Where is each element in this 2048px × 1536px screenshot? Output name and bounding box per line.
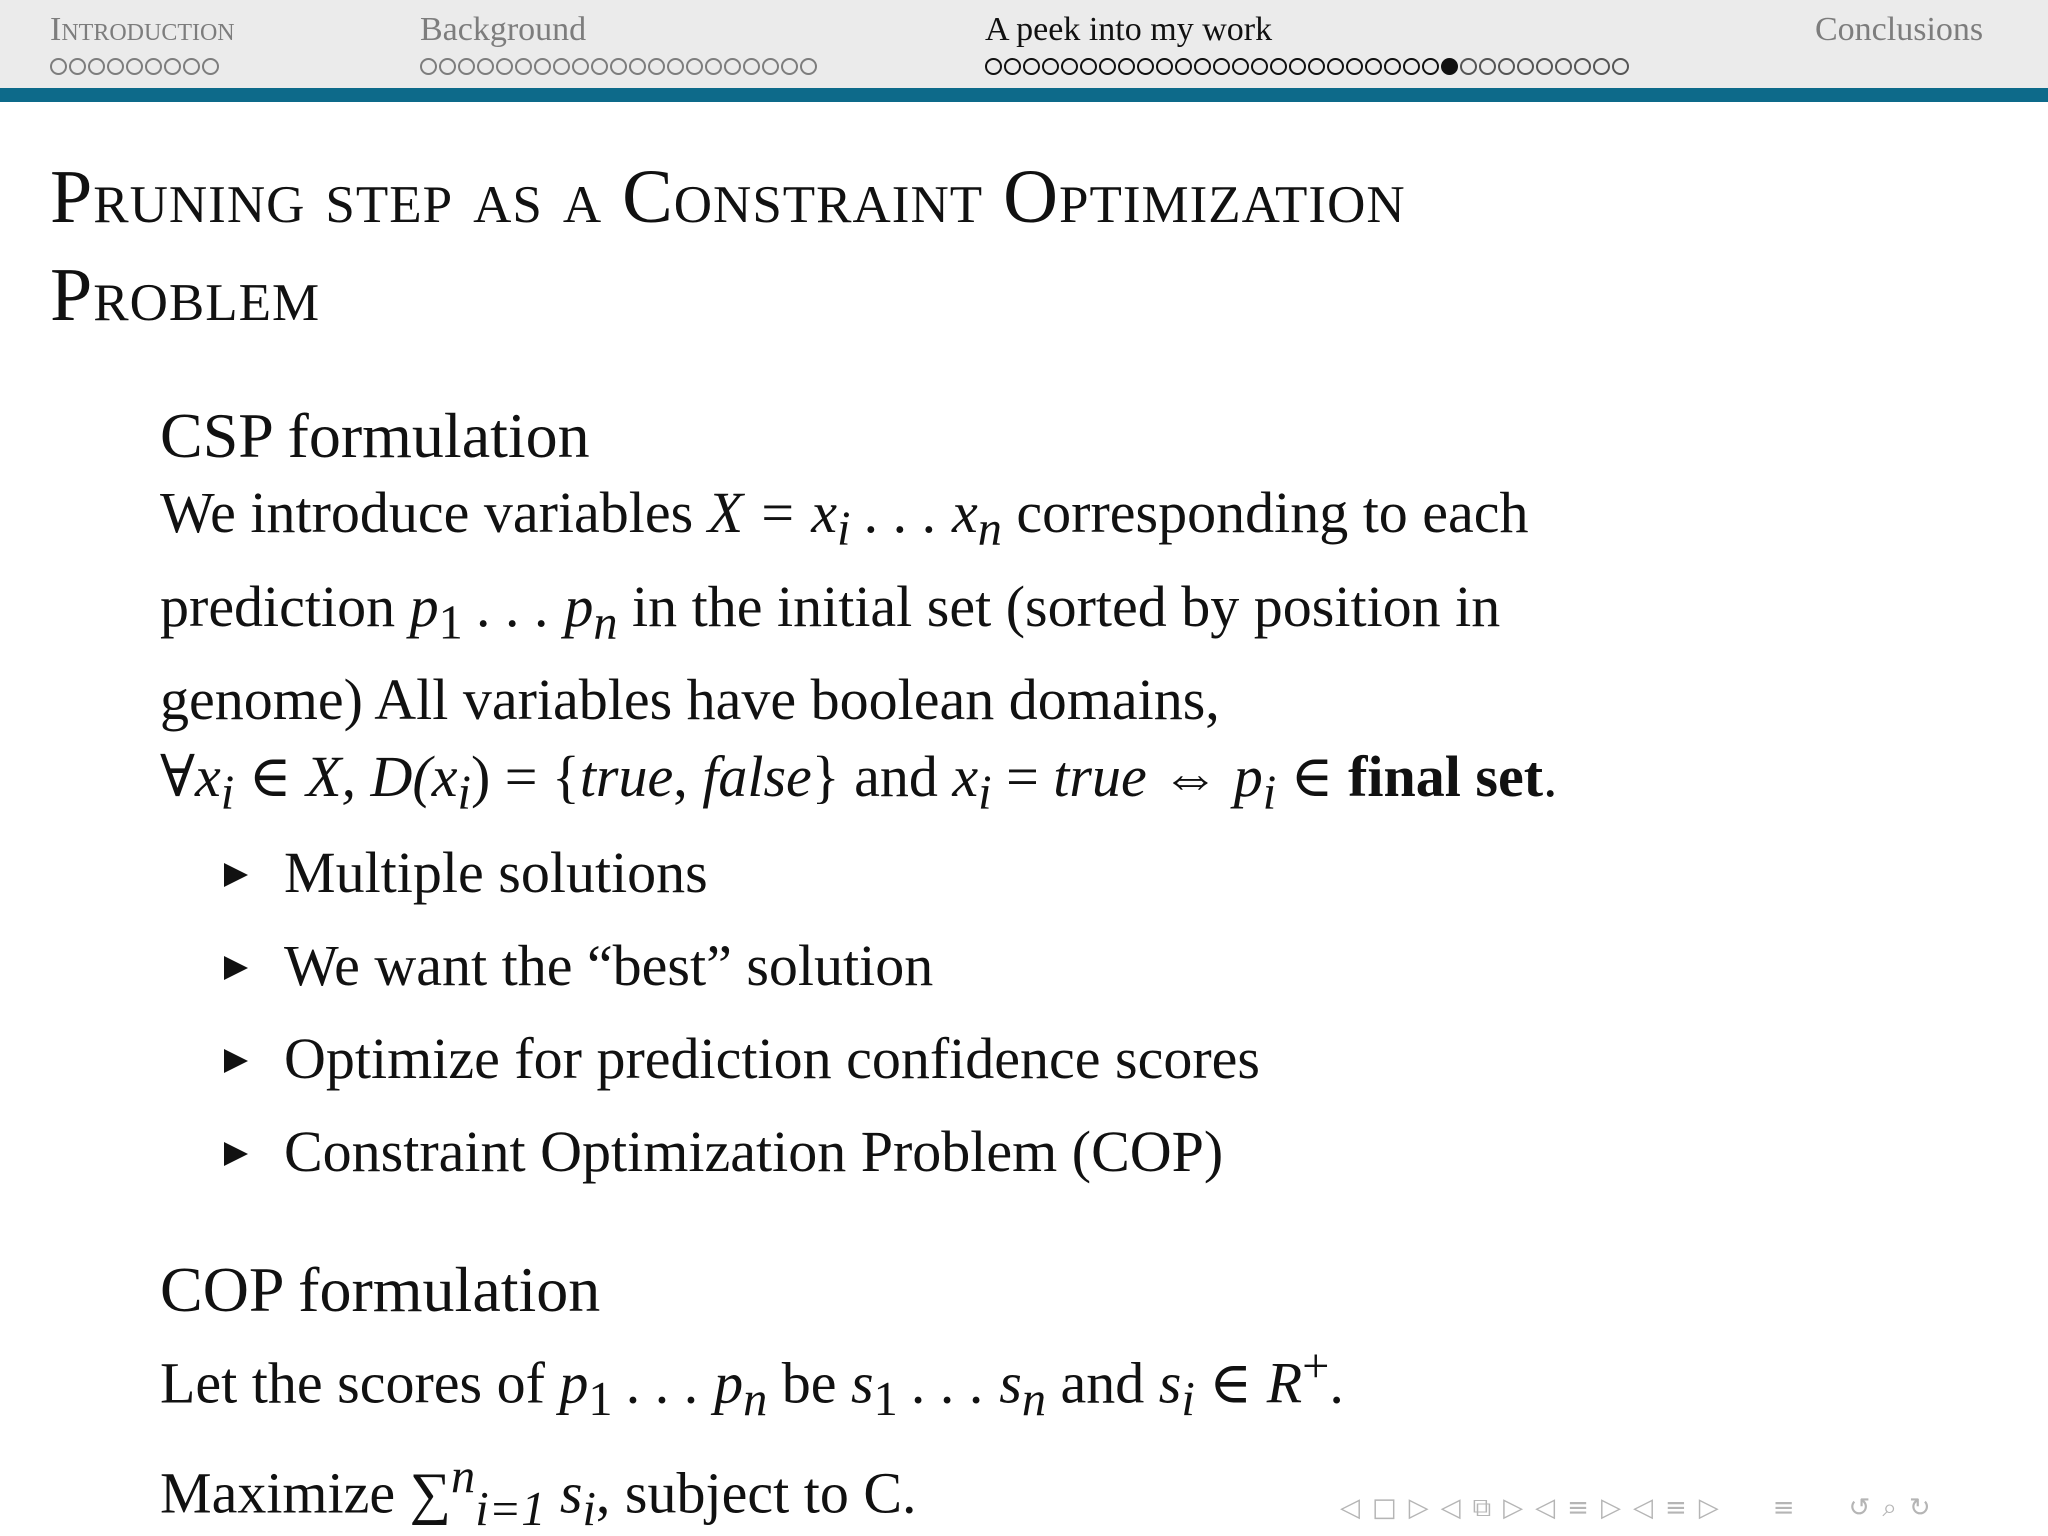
math: x: [952, 744, 979, 810]
nav-next-frame-icon[interactable]: ▷: [1408, 1493, 1429, 1523]
nav-dot[interactable]: [1403, 58, 1420, 75]
math: s: [545, 1460, 583, 1526]
math: false: [702, 744, 812, 810]
csp-line-4: [160, 738, 1980, 832]
math-sub: 1: [438, 596, 463, 650]
nav-dot[interactable]: [648, 58, 665, 75]
nav-dot[interactable]: [743, 58, 760, 75]
list-item: [220, 919, 1920, 1012]
nav-dot[interactable]: [985, 58, 1002, 75]
text: , subject to C.: [595, 1460, 917, 1526]
back-icon[interactable]: ↺: [1848, 1493, 1871, 1523]
math-sub: n: [593, 596, 618, 650]
bullet-list: [220, 826, 1920, 1198]
nav-dot[interactable]: [164, 58, 181, 75]
math-sub: 1: [588, 1372, 613, 1426]
list-item: [220, 1012, 1920, 1105]
math: ) = {: [470, 744, 580, 810]
nav-prev-subsection-icon[interactable]: ◁: [1440, 1493, 1461, 1523]
math-sub: i: [582, 1482, 596, 1536]
nav-dot[interactable]: [610, 58, 627, 75]
nav-section-title[interactable]: A peek into my work: [985, 11, 1273, 48]
math: X = x: [707, 480, 838, 545]
math: ∈ X, D(x: [234, 744, 458, 810]
nav-section-conclusions[interactable]: [1815, 8, 1983, 52]
math-sub: n: [1021, 1372, 1046, 1426]
math: ⇔ p: [1146, 744, 1263, 810]
nav-dot[interactable]: [1232, 58, 1249, 75]
nav-dot[interactable]: [1289, 58, 1306, 75]
text: and: [1046, 1350, 1159, 1416]
subsection-icon[interactable]: ⧉: [1472, 1492, 1492, 1523]
math: ∈: [1276, 744, 1349, 810]
nav-dot[interactable]: [183, 58, 200, 75]
nav-dot[interactable]: [534, 58, 551, 75]
nav-dot[interactable]: [1327, 58, 1344, 75]
math: s: [1158, 1350, 1182, 1416]
nav-section-introduction[interactable]: [50, 8, 235, 78]
math-sub: i: [1181, 1372, 1195, 1426]
cop-line-1: [160, 1328, 1980, 1438]
nav-next-section-icon[interactable]: ▷: [1600, 1493, 1621, 1523]
nav-prev-document-icon[interactable]: ◁: [1632, 1493, 1653, 1523]
nav-dot[interactable]: [1137, 58, 1154, 75]
text: corresponding to each: [1001, 480, 1529, 545]
math: . . . p: [462, 573, 594, 639]
triangle-bullet-icon: [224, 1142, 248, 1166]
nav-dot[interactable]: [1498, 58, 1515, 75]
nav-prev-frame-icon[interactable]: ◁: [1340, 1493, 1360, 1523]
nav-dot[interactable]: [629, 58, 646, 75]
triangle-bullet-icon: [224, 1049, 248, 1073]
nav-dot[interactable]: [1555, 58, 1572, 75]
nav-dot[interactable]: [1118, 58, 1135, 75]
math-sub: 1: [873, 1372, 898, 1426]
cop-block-title: COP formulation: [160, 1254, 601, 1325]
nav-dot[interactable]: [1099, 58, 1116, 75]
math: . . . s: [897, 1350, 1022, 1416]
nav-dot[interactable]: [1517, 58, 1534, 75]
nav-dot[interactable]: [1612, 58, 1629, 75]
csp-line-1: [160, 474, 1980, 568]
math: ∀x: [160, 744, 221, 810]
nav-dot[interactable]: [1042, 58, 1059, 75]
csp-block-body: [160, 474, 1980, 832]
nav-dot[interactable]: [439, 58, 456, 75]
nav-dot[interactable]: [1384, 58, 1401, 75]
math: true: [579, 744, 674, 810]
nav-dot[interactable]: [1251, 58, 1268, 75]
nav-dot[interactable]: [126, 58, 143, 75]
nav-dot[interactable]: [1213, 58, 1230, 75]
nav-dot[interactable]: [1365, 58, 1382, 75]
nav-next-subsection-icon[interactable]: ▷: [1503, 1493, 1524, 1523]
nav-dot[interactable]: [515, 58, 532, 75]
list-item-text: Optimize for prediction confidence scores: [284, 1026, 1260, 1091]
list-item-text: Constraint Optimization Problem (COP): [284, 1119, 1224, 1184]
nav-dot[interactable]: [420, 58, 437, 75]
sum-symbol: ∑: [409, 1460, 452, 1526]
nav-dot[interactable]: [496, 58, 513, 75]
nav-dot[interactable]: [1574, 58, 1591, 75]
nav-dot[interactable]: [1080, 58, 1097, 75]
nav-dot[interactable]: [50, 58, 67, 75]
nav-dot[interactable]: [1270, 58, 1287, 75]
frame-title-line-1: Pruning step as a Constraint Optimization: [50, 155, 1406, 239]
nav-dot[interactable]: [1593, 58, 1610, 75]
beamer-navigation-controls: [1340, 1490, 2030, 1526]
nav-dot[interactable]: [1194, 58, 1211, 75]
nav-dot[interactable]: [781, 58, 798, 75]
toc-icon[interactable]: ≡: [1772, 1493, 1795, 1523]
header-rule: [0, 88, 2048, 102]
math-sub: i: [837, 502, 851, 556]
navigation-header: [0, 0, 2048, 88]
frame-title: [50, 148, 2000, 344]
text: and: [839, 744, 953, 810]
nav-dot[interactable]: [724, 58, 741, 75]
nav-dot[interactable]: [762, 58, 779, 75]
csp-block: [160, 398, 1980, 832]
math-sub: i=1: [475, 1482, 546, 1536]
csp-block-title: CSP formulation: [160, 400, 590, 471]
math-sub: i: [220, 766, 235, 820]
text: .: [1329, 1350, 1344, 1416]
nav-dot[interactable]: [667, 58, 684, 75]
nav-dot[interactable]: [1023, 58, 1040, 75]
math-sub: n: [977, 502, 1002, 556]
math: . . . p: [612, 1350, 744, 1416]
math-sub: i: [1262, 766, 1277, 820]
nav-dot[interactable]: [553, 58, 570, 75]
section-icon[interactable]: ≡: [1567, 1493, 1589, 1523]
math: R: [1266, 1350, 1303, 1416]
nav-dot[interactable]: [458, 58, 475, 75]
nav-dot[interactable]: [1479, 58, 1496, 75]
nav-dot[interactable]: [1004, 58, 1021, 75]
nav-dot[interactable]: [686, 58, 703, 75]
nav-dot[interactable]: [69, 58, 86, 75]
text: in the initial set (sorted by position in: [617, 573, 1501, 639]
list-item: [220, 1105, 1920, 1198]
math-sup: n: [451, 1449, 476, 1503]
nav-prev-section-icon[interactable]: ◁: [1535, 1493, 1556, 1523]
text: Maximize: [160, 1460, 410, 1526]
math: true: [1053, 744, 1147, 810]
nav-dot[interactable]: [477, 58, 494, 75]
triangle-bullet-icon: [224, 956, 248, 980]
text: We introduce variables: [160, 480, 708, 545]
math: . . . x: [850, 480, 978, 545]
math: =: [991, 744, 1054, 810]
list-item-text: Multiple solutions: [284, 840, 708, 905]
math-sub: i: [978, 766, 992, 820]
nav-dot[interactable]: [202, 58, 219, 75]
math: p: [559, 1350, 589, 1416]
forward-icon[interactable]: ↻: [1908, 1493, 1931, 1523]
nav-dot[interactable]: [107, 58, 124, 75]
search-icon[interactable]: ⌕: [1882, 1492, 1897, 1523]
nav-dots: [50, 58, 235, 78]
nav-dot-current[interactable]: [1441, 58, 1458, 75]
math-sub: n: [743, 1372, 768, 1426]
nav-dot[interactable]: [800, 58, 817, 75]
nav-section-background[interactable]: [420, 8, 817, 78]
text: Let the scores of: [160, 1350, 560, 1416]
nav-dot[interactable]: [145, 58, 162, 75]
nav-dot[interactable]: [572, 58, 589, 75]
math: p: [409, 573, 439, 639]
bold-text: final set: [1348, 744, 1544, 810]
text: .: [1543, 744, 1558, 810]
document-icon[interactable]: ≡: [1664, 1493, 1687, 1523]
math: ∈: [1194, 1350, 1267, 1416]
text: be: [767, 1350, 851, 1416]
nav-section-title[interactable]: Background: [420, 11, 587, 48]
nav-section-peek-into-my-work[interactable]: [985, 8, 1629, 78]
nav-dot[interactable]: [1061, 58, 1078, 75]
math: }: [811, 744, 840, 810]
list-item-text: We want the “best” solution: [284, 933, 934, 998]
nav-dot[interactable]: [1422, 58, 1439, 75]
nav-dot[interactable]: [705, 58, 722, 75]
nav-dot[interactable]: [88, 58, 105, 75]
math-sup: +: [1302, 1340, 1330, 1393]
nav-dot[interactable]: [1308, 58, 1325, 75]
nav-dot[interactable]: [1175, 58, 1192, 75]
frame-title-line-2: Problem: [50, 253, 321, 337]
nav-dot[interactable]: [1346, 58, 1363, 75]
nav-dot[interactable]: [591, 58, 608, 75]
nav-dot[interactable]: [1156, 58, 1173, 75]
csp-line-2: [160, 568, 1980, 662]
nav-dot[interactable]: [1536, 58, 1553, 75]
math: ,: [673, 744, 703, 810]
nav-dots: [420, 58, 817, 78]
nav-section-title[interactable]: Introduction: [50, 11, 235, 48]
nav-dots: [985, 58, 1629, 78]
math-sub: i: [457, 766, 471, 820]
list-item: [220, 826, 1920, 919]
csp-line-3: genome) All variables have boolean domains,: [160, 667, 1220, 733]
nav-dot[interactable]: [1460, 58, 1477, 75]
nav-section-title[interactable]: Conclusions: [1815, 11, 1984, 48]
text: prediction: [160, 573, 410, 639]
triangle-bullet-icon: [224, 863, 248, 887]
frame-icon[interactable]: □: [1372, 1493, 1397, 1523]
math: s: [851, 1350, 874, 1416]
nav-next-document-icon[interactable]: ▷: [1698, 1493, 1719, 1523]
